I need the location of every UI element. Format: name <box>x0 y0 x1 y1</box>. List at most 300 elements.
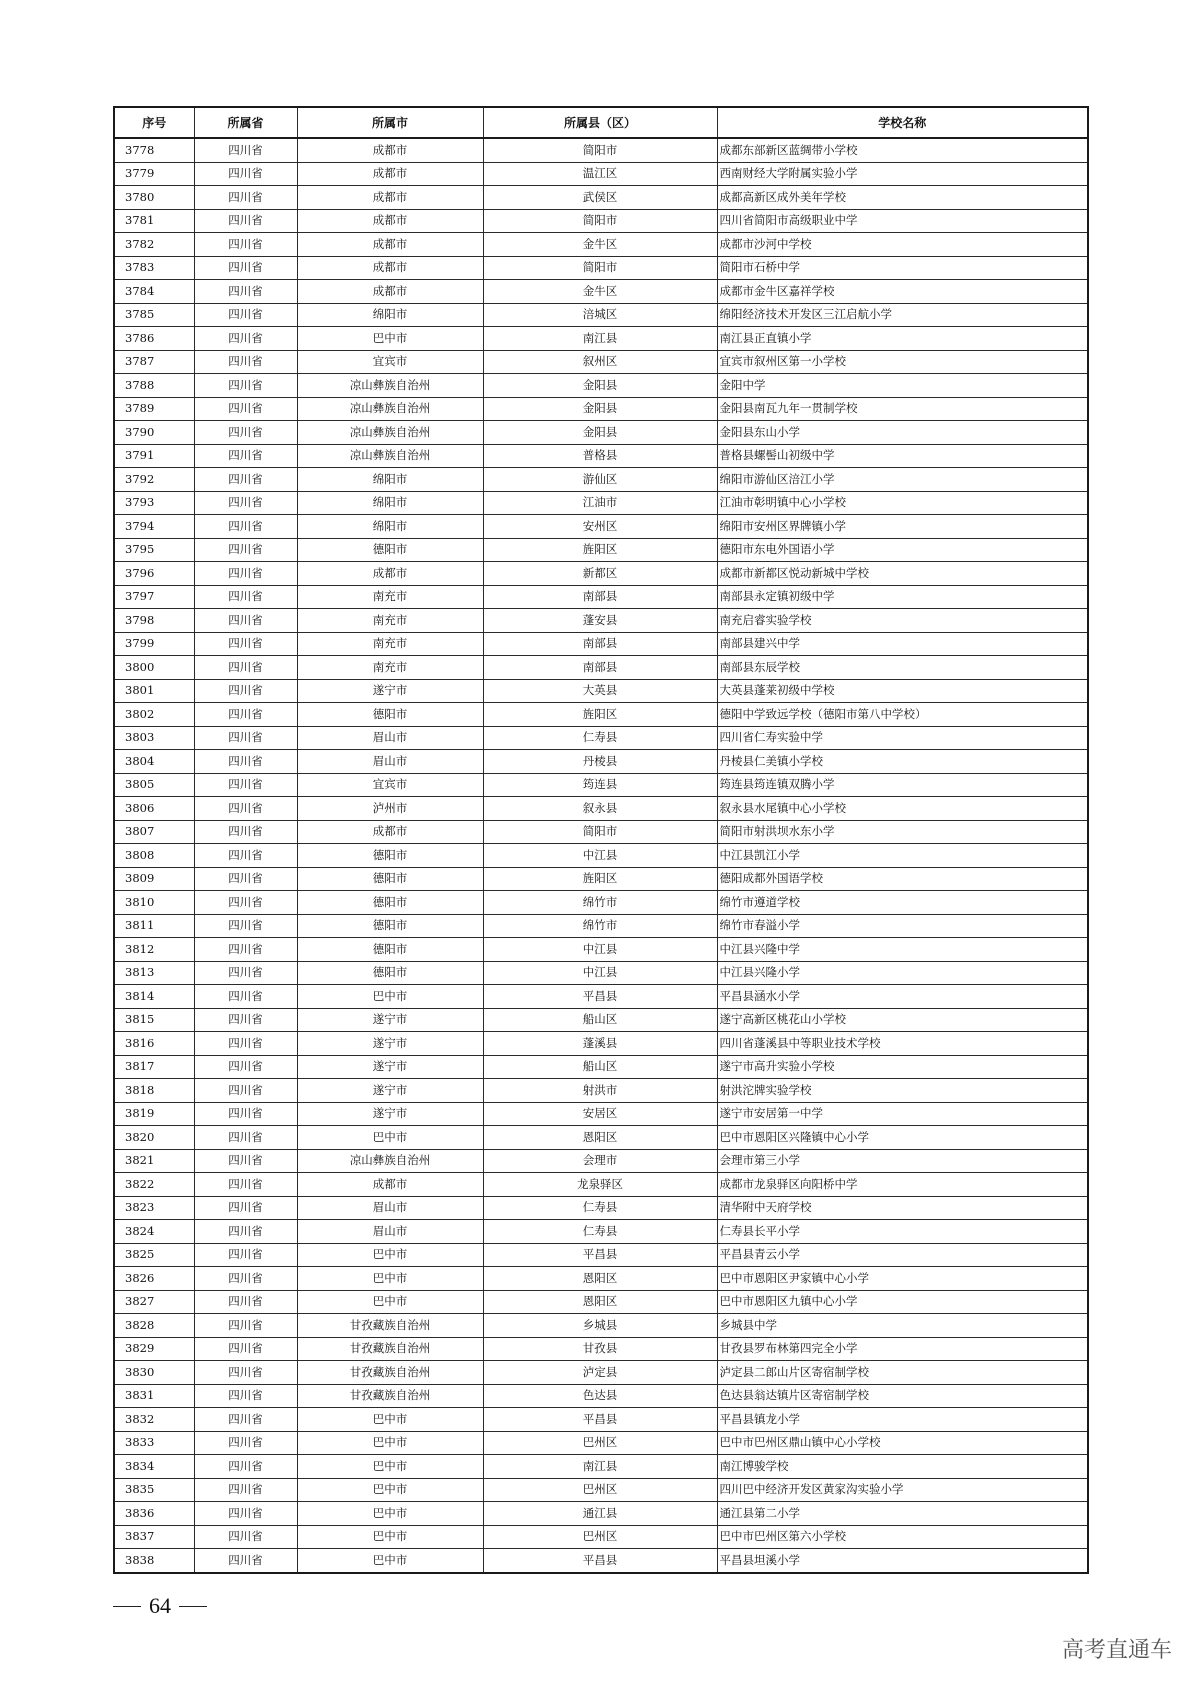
table-row <box>114 726 1088 750</box>
cell-county: 绵竹市 <box>483 914 717 938</box>
cell-seq: 3819 <box>114 1102 194 1126</box>
table-row <box>114 750 1088 774</box>
cell-county: 安居区 <box>483 1102 717 1126</box>
cell-city: 德阳市 <box>297 961 483 985</box>
cell-province: 四川省 <box>194 1525 297 1549</box>
cell-province: 四川省 <box>194 797 297 821</box>
cell-county: 射洪市 <box>483 1079 717 1103</box>
cell-city: 凉山彝族自治州 <box>297 374 483 398</box>
cell-city: 成都市 <box>297 820 483 844</box>
cell-city: 眉山市 <box>297 726 483 750</box>
cell-school-name: 通江县第二小学 <box>717 1502 1088 1526</box>
cell-province: 四川省 <box>194 303 297 327</box>
cell-province: 四川省 <box>194 1079 297 1103</box>
cell-province: 四川省 <box>194 632 297 656</box>
cell-city: 甘孜藏族自治州 <box>297 1337 483 1361</box>
cell-province: 四川省 <box>194 1314 297 1338</box>
cell-city: 甘孜藏族自治州 <box>297 1384 483 1408</box>
cell-province: 四川省 <box>194 703 297 727</box>
cell-school-name: 平昌县青云小学 <box>717 1243 1088 1267</box>
cell-city: 成都市 <box>297 233 483 257</box>
cell-school-name: 四川巴中经济开发区黄家沟实验小学 <box>717 1478 1088 1502</box>
table-row <box>114 985 1088 1009</box>
cell-city: 巴中市 <box>297 1243 483 1267</box>
cell-seq: 3807 <box>114 820 194 844</box>
cell-school-name: 金阳县南瓦九年一贯制学校 <box>717 397 1088 421</box>
cell-province: 四川省 <box>194 1455 297 1479</box>
cell-school-name: 四川省仁寿实验中学 <box>717 726 1088 750</box>
cell-school-name: 成都市沙河中学校 <box>717 233 1088 257</box>
cell-province: 四川省 <box>194 1243 297 1267</box>
table-row <box>114 1079 1088 1103</box>
cell-city: 巴中市 <box>297 1126 483 1150</box>
cell-seq: 3794 <box>114 515 194 539</box>
cell-county: 游仙区 <box>483 468 717 492</box>
cell-city: 成都市 <box>297 162 483 186</box>
cell-county: 大英县 <box>483 679 717 703</box>
cell-county: 叙州区 <box>483 350 717 374</box>
cell-school-name: 宜宾市叙州区第一小学校 <box>717 350 1088 374</box>
table-row <box>114 538 1088 562</box>
cell-county: 简阳市 <box>483 138 717 162</box>
cell-school-name: 四川省蓬溪县中等职业技术学校 <box>717 1032 1088 1056</box>
cell-city: 绵阳市 <box>297 491 483 515</box>
cell-seq: 3799 <box>114 632 194 656</box>
cell-school-name: 泸定县二郎山片区寄宿制学校 <box>717 1361 1088 1385</box>
cell-province: 四川省 <box>194 938 297 962</box>
table-row <box>114 891 1088 915</box>
cell-seq: 3785 <box>114 303 194 327</box>
cell-province: 四川省 <box>194 773 297 797</box>
cell-county: 巴州区 <box>483 1431 717 1455</box>
cell-school-name: 德阳市东电外国语小学 <box>717 538 1088 562</box>
watermark-text: 高考直通车 <box>1061 1638 1172 1663</box>
cell-city: 遂宁市 <box>297 1032 483 1056</box>
table-row <box>114 1243 1088 1267</box>
cell-seq: 3780 <box>114 186 194 210</box>
table-row <box>114 303 1088 327</box>
table-row <box>114 350 1088 374</box>
cell-city: 甘孜藏族自治州 <box>297 1361 483 1385</box>
cell-county: 旌阳区 <box>483 867 717 891</box>
cell-seq: 3811 <box>114 914 194 938</box>
cell-seq: 3837 <box>114 1525 194 1549</box>
cell-province: 四川省 <box>194 867 297 891</box>
cell-city: 南充市 <box>297 656 483 680</box>
cell-seq: 3803 <box>114 726 194 750</box>
cell-province: 四川省 <box>194 1008 297 1032</box>
cell-seq: 3831 <box>114 1384 194 1408</box>
cell-county: 平昌县 <box>483 1243 717 1267</box>
cell-school-name: 色达县翁达镇片区寄宿制学校 <box>717 1384 1088 1408</box>
table-row <box>114 186 1088 210</box>
table-row <box>114 1431 1088 1455</box>
cell-seq: 3786 <box>114 327 194 351</box>
cell-school-name: 成都市新都区悦动新城中学校 <box>717 562 1088 586</box>
cell-province: 四川省 <box>194 1220 297 1244</box>
cell-seq: 3795 <box>114 538 194 562</box>
cell-province: 四川省 <box>194 421 297 445</box>
cell-city: 眉山市 <box>297 750 483 774</box>
cell-city: 德阳市 <box>297 938 483 962</box>
cell-province: 四川省 <box>194 515 297 539</box>
table-row <box>114 938 1088 962</box>
cell-seq: 3808 <box>114 844 194 868</box>
cell-county: 船山区 <box>483 1055 717 1079</box>
cell-county: 泸定县 <box>483 1361 717 1385</box>
cell-province: 四川省 <box>194 1149 297 1173</box>
cell-school-name: 巴中市恩阳区兴隆镇中心小学 <box>717 1126 1088 1150</box>
cell-school-name: 叙永县水尾镇中心小学校 <box>717 797 1088 821</box>
table-row <box>114 1032 1088 1056</box>
cell-school-name: 成都东部新区蓝绸带小学校 <box>717 138 1088 162</box>
cell-county: 中江县 <box>483 938 717 962</box>
cell-county: 简阳市 <box>483 256 717 280</box>
cell-county: 仁寿县 <box>483 1196 717 1220</box>
table-row <box>114 1290 1088 1314</box>
table-row <box>114 820 1088 844</box>
cell-seq: 3816 <box>114 1032 194 1056</box>
cell-city: 德阳市 <box>297 844 483 868</box>
cell-county: 会理市 <box>483 1149 717 1173</box>
cell-seq: 3824 <box>114 1220 194 1244</box>
cell-city: 眉山市 <box>297 1220 483 1244</box>
cell-seq: 3822 <box>114 1173 194 1197</box>
cell-seq: 3812 <box>114 938 194 962</box>
cell-seq: 3802 <box>114 703 194 727</box>
cell-seq: 3810 <box>114 891 194 915</box>
cell-school-name: 德阳成都外国语学校 <box>717 867 1088 891</box>
cell-school-name: 中江县兴隆小学 <box>717 961 1088 985</box>
cell-county: 丹棱县 <box>483 750 717 774</box>
cell-seq: 3835 <box>114 1478 194 1502</box>
cell-province: 四川省 <box>194 209 297 233</box>
cell-province: 四川省 <box>194 1290 297 1314</box>
table-row <box>114 961 1088 985</box>
cell-city: 德阳市 <box>297 867 483 891</box>
column-header-school-name: 学校名称 <box>717 107 1088 138</box>
table-row <box>114 1173 1088 1197</box>
cell-seq: 3800 <box>114 656 194 680</box>
table-row <box>114 867 1088 891</box>
cell-city: 宜宾市 <box>297 773 483 797</box>
cell-province: 四川省 <box>194 1337 297 1361</box>
page-number: 64 <box>149 1593 171 1618</box>
cell-school-name: 平昌县坦溪小学 <box>717 1549 1088 1573</box>
cell-province: 四川省 <box>194 985 297 1009</box>
cell-province: 四川省 <box>194 609 297 633</box>
table-row <box>114 1361 1088 1385</box>
cell-county: 金牛区 <box>483 233 717 257</box>
cell-seq: 3784 <box>114 280 194 304</box>
cell-seq: 3797 <box>114 585 194 609</box>
cell-school-name: 普格县螺髻山初级中学 <box>717 444 1088 468</box>
cell-city: 成都市 <box>297 562 483 586</box>
cell-city: 巴中市 <box>297 1290 483 1314</box>
cell-city: 巴中市 <box>297 1455 483 1479</box>
cell-seq: 3801 <box>114 679 194 703</box>
cell-city: 巴中市 <box>297 985 483 1009</box>
table-row <box>114 1267 1088 1291</box>
cell-county: 巴州区 <box>483 1525 717 1549</box>
cell-school-name: 南充启睿实验学校 <box>717 609 1088 633</box>
cell-seq: 3796 <box>114 562 194 586</box>
cell-county: 南部县 <box>483 656 717 680</box>
cell-seq: 3787 <box>114 350 194 374</box>
cell-province: 四川省 <box>194 1384 297 1408</box>
cell-seq: 3778 <box>114 138 194 162</box>
cell-province: 四川省 <box>194 538 297 562</box>
cell-province: 四川省 <box>194 444 297 468</box>
table-row <box>114 1008 1088 1032</box>
cell-school-name: 绵阳市游仙区涪江小学 <box>717 468 1088 492</box>
cell-province: 四川省 <box>194 397 297 421</box>
cell-province: 四川省 <box>194 1431 297 1455</box>
cell-seq: 3782 <box>114 233 194 257</box>
cell-city: 成都市 <box>297 1173 483 1197</box>
cell-seq: 3823 <box>114 1196 194 1220</box>
cell-seq: 3817 <box>114 1055 194 1079</box>
table-row <box>114 1337 1088 1361</box>
cell-city: 凉山彝族自治州 <box>297 397 483 421</box>
cell-seq: 3781 <box>114 209 194 233</box>
cell-province: 四川省 <box>194 1549 297 1573</box>
table-row <box>114 656 1088 680</box>
cell-province: 四川省 <box>194 1361 297 1385</box>
cell-city: 德阳市 <box>297 914 483 938</box>
cell-school-name: 绵阳经济技术开发区三江启航小学 <box>717 303 1088 327</box>
cell-school-name: 巴中市巴州区第六小学校 <box>717 1525 1088 1549</box>
cell-school-name: 南部县建兴中学 <box>717 632 1088 656</box>
cell-county: 南江县 <box>483 327 717 351</box>
cell-school-name: 仁寿县长平小学 <box>717 1220 1088 1244</box>
cell-province: 四川省 <box>194 138 297 162</box>
cell-city: 甘孜藏族自治州 <box>297 1314 483 1338</box>
cell-school-name: 巴中市恩阳区尹家镇中心小学 <box>717 1267 1088 1291</box>
cell-seq: 3833 <box>114 1431 194 1455</box>
cell-county: 南江县 <box>483 1455 717 1479</box>
table-row <box>114 491 1088 515</box>
cell-county: 金阳县 <box>483 374 717 398</box>
cell-school-name: 成都市龙泉驿区向阳桥中学 <box>717 1173 1088 1197</box>
cell-province: 四川省 <box>194 374 297 398</box>
cell-city: 德阳市 <box>297 891 483 915</box>
table-row <box>114 468 1088 492</box>
table-row <box>114 327 1088 351</box>
cell-school-name: 简阳市射洪坝水东小学 <box>717 820 1088 844</box>
cell-city: 绵阳市 <box>297 515 483 539</box>
cell-city: 巴中市 <box>297 327 483 351</box>
cell-county: 涪城区 <box>483 303 717 327</box>
table-row <box>114 1384 1088 1408</box>
cell-school-name: 南江县正直镇小学 <box>717 327 1088 351</box>
cell-province: 四川省 <box>194 350 297 374</box>
table-row <box>114 562 1088 586</box>
cell-city: 遂宁市 <box>297 1055 483 1079</box>
cell-seq: 3818 <box>114 1079 194 1103</box>
cell-city: 眉山市 <box>297 1196 483 1220</box>
cell-school-name: 中江县兴隆中学 <box>717 938 1088 962</box>
cell-city: 巴中市 <box>297 1478 483 1502</box>
cell-province: 四川省 <box>194 1055 297 1079</box>
cell-county: 恩阳区 <box>483 1126 717 1150</box>
cell-seq: 3788 <box>114 374 194 398</box>
cell-school-name: 南部县永定镇初级中学 <box>717 585 1088 609</box>
cell-county: 南部县 <box>483 585 717 609</box>
school-list-table-wrap <box>113 106 1087 1574</box>
table-row <box>114 1102 1088 1126</box>
footer-dash-left <box>113 1606 141 1607</box>
table-row <box>114 773 1088 797</box>
cell-city: 泸州市 <box>297 797 483 821</box>
cell-city: 遂宁市 <box>297 1008 483 1032</box>
cell-school-name: 射洪沱牌实验学校 <box>717 1079 1088 1103</box>
cell-county: 船山区 <box>483 1008 717 1032</box>
cell-county: 简阳市 <box>483 820 717 844</box>
table-row <box>114 162 1088 186</box>
cell-county: 叙永县 <box>483 797 717 821</box>
cell-province: 四川省 <box>194 233 297 257</box>
cell-seq: 3793 <box>114 491 194 515</box>
cell-school-name: 大英县蓬莱初级中学校 <box>717 679 1088 703</box>
cell-city: 德阳市 <box>297 703 483 727</box>
cell-school-name: 甘孜县罗布林第四完全小学 <box>717 1337 1088 1361</box>
table-row <box>114 1196 1088 1220</box>
cell-province: 四川省 <box>194 562 297 586</box>
cell-province: 四川省 <box>194 820 297 844</box>
cell-province: 四川省 <box>194 1032 297 1056</box>
cell-county: 筠连县 <box>483 773 717 797</box>
cell-city: 绵阳市 <box>297 303 483 327</box>
cell-seq: 3798 <box>114 609 194 633</box>
cell-city: 成都市 <box>297 280 483 304</box>
cell-school-name: 德阳中学致远学校（德阳市第八中学校） <box>717 703 1088 727</box>
cell-county: 金牛区 <box>483 280 717 304</box>
cell-seq: 3783 <box>114 256 194 280</box>
cell-city: 绵阳市 <box>297 468 483 492</box>
cell-province: 四川省 <box>194 844 297 868</box>
cell-county: 中江县 <box>483 961 717 985</box>
cell-county: 龙泉驿区 <box>483 1173 717 1197</box>
cell-county: 金阳县 <box>483 421 717 445</box>
cell-school-name: 成都高新区成外美年学校 <box>717 186 1088 210</box>
cell-province: 四川省 <box>194 1126 297 1150</box>
cell-province: 四川省 <box>194 491 297 515</box>
table-row <box>114 844 1088 868</box>
cell-county: 普格县 <box>483 444 717 468</box>
cell-city: 南充市 <box>297 585 483 609</box>
cell-county: 绵竹市 <box>483 891 717 915</box>
cell-province: 四川省 <box>194 162 297 186</box>
cell-seq: 3832 <box>114 1408 194 1432</box>
cell-seq: 3779 <box>114 162 194 186</box>
cell-county: 平昌县 <box>483 1549 717 1573</box>
cell-seq: 3806 <box>114 797 194 821</box>
cell-county: 温江区 <box>483 162 717 186</box>
cell-seq: 3834 <box>114 1455 194 1479</box>
cell-county: 平昌县 <box>483 985 717 1009</box>
cell-school-name: 遂宁高新区桃花山小学校 <box>717 1008 1088 1032</box>
cell-seq: 3836 <box>114 1502 194 1526</box>
cell-seq: 3814 <box>114 985 194 1009</box>
cell-seq: 3805 <box>114 773 194 797</box>
cell-county: 南部县 <box>483 632 717 656</box>
cell-county: 仁寿县 <box>483 726 717 750</box>
table-row <box>114 1478 1088 1502</box>
cell-county: 安州区 <box>483 515 717 539</box>
cell-city: 巴中市 <box>297 1525 483 1549</box>
cell-seq: 3829 <box>114 1337 194 1361</box>
column-header-province: 所属省 <box>194 107 297 138</box>
cell-school-name: 金阳中学 <box>717 374 1088 398</box>
cell-school-name: 简阳市石桥中学 <box>717 256 1088 280</box>
cell-school-name: 绵阳市安州区界牌镇小学 <box>717 515 1088 539</box>
table-row <box>114 374 1088 398</box>
cell-province: 四川省 <box>194 961 297 985</box>
cell-school-name: 南部县东辰学校 <box>717 656 1088 680</box>
cell-seq: 3809 <box>114 867 194 891</box>
table-row <box>114 1149 1088 1173</box>
cell-county: 巴州区 <box>483 1478 717 1502</box>
table-row <box>114 421 1088 445</box>
table-row <box>114 1549 1088 1573</box>
table-row <box>114 1502 1088 1526</box>
table-row <box>114 444 1088 468</box>
cell-school-name: 绵竹市春溢小学 <box>717 914 1088 938</box>
school-list-table <box>113 106 1089 1574</box>
cell-city: 巴中市 <box>297 1408 483 1432</box>
cell-city: 遂宁市 <box>297 1102 483 1126</box>
table-row <box>114 797 1088 821</box>
table-row <box>114 209 1088 233</box>
cell-seq: 3830 <box>114 1361 194 1385</box>
cell-county: 中江县 <box>483 844 717 868</box>
cell-seq: 3790 <box>114 421 194 445</box>
cell-seq: 3792 <box>114 468 194 492</box>
cell-seq: 3825 <box>114 1243 194 1267</box>
cell-school-name: 四川省简阳市高级职业中学 <box>717 209 1088 233</box>
cell-school-name: 遂宁市高升实验小学校 <box>717 1055 1088 1079</box>
table-row <box>114 1126 1088 1150</box>
cell-city: 遂宁市 <box>297 679 483 703</box>
cell-county: 恩阳区 <box>483 1267 717 1291</box>
cell-school-name: 成都市金牛区嘉祥学校 <box>717 280 1088 304</box>
cell-city: 巴中市 <box>297 1267 483 1291</box>
table-row <box>114 1055 1088 1079</box>
table-body <box>114 138 1088 1573</box>
cell-province: 四川省 <box>194 1173 297 1197</box>
cell-city: 德阳市 <box>297 538 483 562</box>
cell-city: 遂宁市 <box>297 1079 483 1103</box>
table-row <box>114 1314 1088 1338</box>
cell-school-name: 中江县凯江小学 <box>717 844 1088 868</box>
cell-seq: 3827 <box>114 1290 194 1314</box>
cell-school-name: 丹棱县仁美镇小学校 <box>717 750 1088 774</box>
cell-province: 四川省 <box>194 1478 297 1502</box>
cell-seq: 3838 <box>114 1549 194 1573</box>
cell-school-name: 绵竹市遵道学校 <box>717 891 1088 915</box>
table-row <box>114 1455 1088 1479</box>
cell-seq: 3813 <box>114 961 194 985</box>
cell-seq: 3820 <box>114 1126 194 1150</box>
cell-county: 金阳县 <box>483 397 717 421</box>
cell-city: 宜宾市 <box>297 350 483 374</box>
cell-province: 四川省 <box>194 186 297 210</box>
cell-county: 平昌县 <box>483 1408 717 1432</box>
cell-county: 恩阳区 <box>483 1290 717 1314</box>
cell-school-name: 巴中市巴州区鼎山镇中心小学校 <box>717 1431 1088 1455</box>
cell-county: 色达县 <box>483 1384 717 1408</box>
